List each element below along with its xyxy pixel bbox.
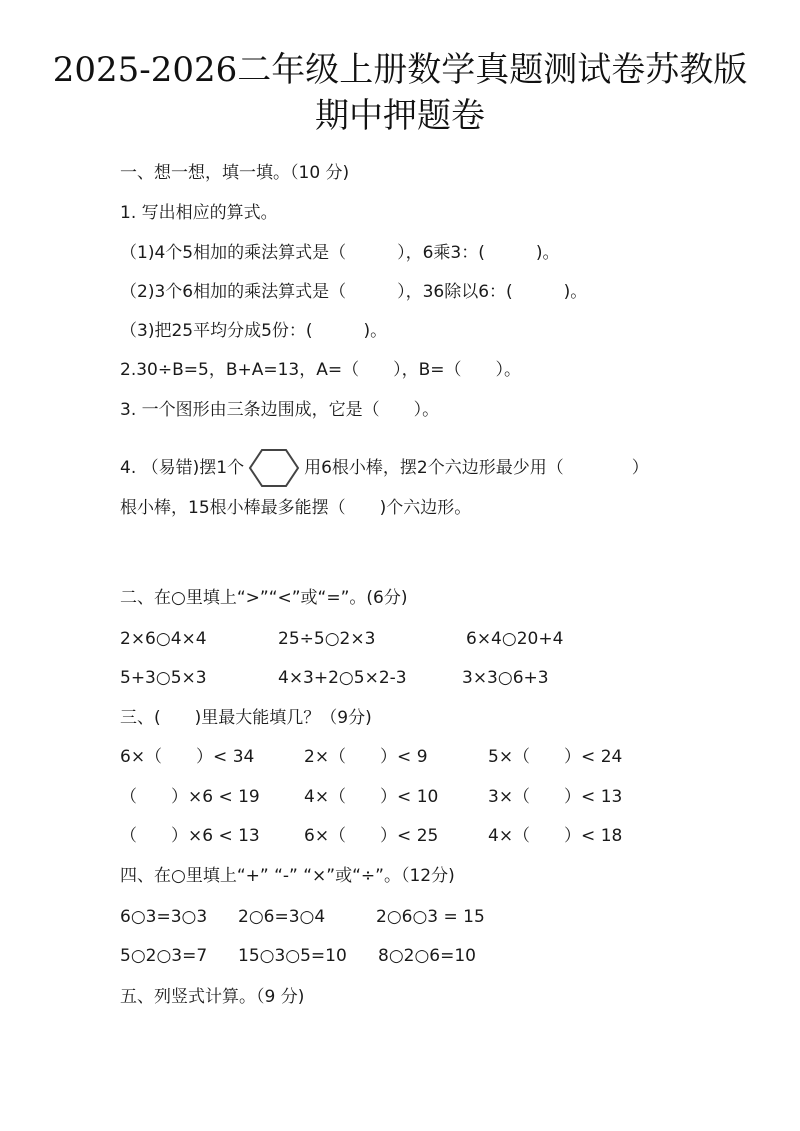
max-fill-item: 5×（ ）< 24 — [488, 747, 623, 767]
max-fill-item: 3×（ ）< 13 — [488, 787, 623, 807]
section3-heading: 三、( )里最大能填几？（9分) — [120, 708, 372, 728]
operator-item: 6○3=3○3 — [120, 907, 208, 927]
compare-item: 2×6○4×4 — [120, 629, 207, 649]
compare-item: 5+3○5×3 — [120, 668, 207, 688]
max-fill-item: 6×（ ）< 25 — [304, 826, 439, 846]
max-fill-item: 6×（ ）< 34 — [120, 747, 255, 767]
compare-item: 6×4○20+4 — [466, 629, 564, 649]
hexagon-icon — [248, 448, 300, 488]
operator-item: 8○2○6=10 — [378, 946, 476, 966]
section1-q3: 3. 一个图形由三条边围成，它是（ ）。 — [120, 400, 440, 420]
section2-heading: 二、在○里填上“>”“<”或“=”。(6分) — [120, 588, 408, 608]
max-fill-item: （ ）×6 < 19 — [120, 787, 260, 807]
section1-q1-item3: （3)把25平均分成5份：( )。 — [120, 321, 388, 341]
max-fill-item: 4×（ ）< 18 — [488, 826, 623, 846]
exam-title-line2: 期中押题卷 — [315, 96, 485, 136]
section1-heading: 一、想一想，填一填。（10 分) — [120, 163, 350, 183]
section1-q4-line2: 根小棒，15根小棒最多能摆（ )个六边形。 — [120, 498, 472, 518]
exam-title-line1: 2025-2026二年级上册数学真题测试卷苏教版 — [52, 50, 748, 90]
section1-q1-item2: （2)3个6相加的乘法算式是（ ），36除以6：( )。 — [120, 282, 588, 302]
section1-q1-item1: （1)4个5相加的乘法算式是（ ），6乘3：( )。 — [120, 243, 560, 263]
section1-q1-label: 1. 写出相应的算式。 — [120, 203, 278, 223]
section4-heading: 四、在○里填上“+” “-” “×”或“÷”。（12分) — [120, 866, 455, 886]
section5-heading: 五、列竖式计算。（9 分) — [120, 987, 305, 1007]
compare-item: 4×3+2○5×2-3 — [278, 668, 407, 688]
compare-item: 3×3○6+3 — [462, 668, 549, 688]
section1-q4-part-a: 4. （易错)摆1个 — [120, 458, 245, 478]
max-fill-item: （ ）×6 < 13 — [120, 826, 260, 846]
operator-item: 2○6=3○4 — [238, 907, 326, 927]
operator-item: 2○6○3 = 15 — [376, 907, 485, 927]
operator-item: 15○3○5=10 — [238, 946, 347, 966]
section1-q4-line1 — [120, 446, 649, 490]
operator-item: 5○2○3=7 — [120, 946, 208, 966]
section1-q2: 2.30÷B=5，B+A=13，A=（ ），B=（ ）。 — [120, 360, 522, 380]
max-fill-item: 4×（ ）< 10 — [304, 787, 439, 807]
compare-item: 25÷5○2×3 — [278, 629, 376, 649]
max-fill-item: 2×（ ）< 9 — [304, 747, 428, 767]
section1-q4-part-b: 用6根小棒，摆2个六边形最少用（ ） — [304, 458, 649, 478]
